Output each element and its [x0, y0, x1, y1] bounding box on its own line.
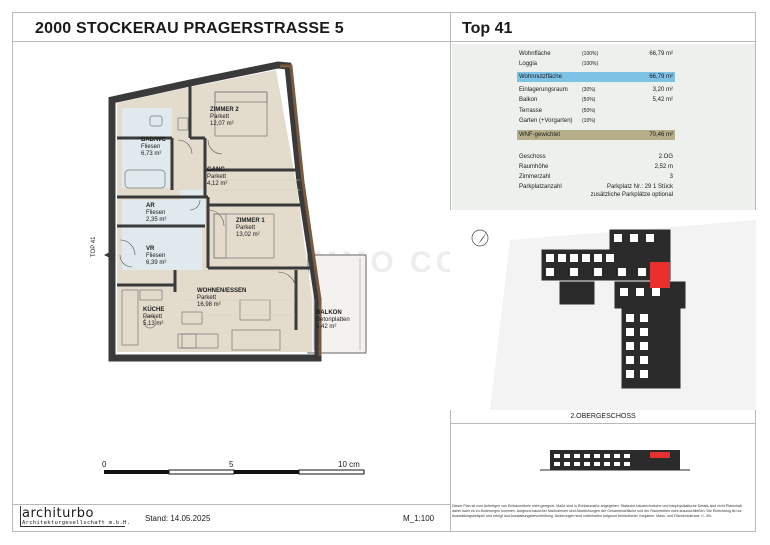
scale-ratio: M_1:100: [403, 514, 435, 523]
area-row: Einlagerungsraum (30%) 3,20 m²: [519, 87, 673, 93]
area-row: Garten (+Vorgarten) (10%): [519, 118, 596, 124]
entry-arrow: [104, 251, 112, 259]
scale-label-10: 10 cm: [338, 460, 360, 469]
room-zimmer2: ZIMMER 2 Parkett 12,07 m²: [210, 107, 239, 127]
room-kueche: KÜCHE Parkett 5,13 m²: [143, 307, 165, 327]
address-title: 2000 STOCKERAU PRAGERSTRASSE 5: [35, 20, 344, 37]
room-gang: GANG Parkett 4,12 m²: [207, 167, 228, 187]
unit-highlight: [650, 262, 670, 288]
parkplatz-row: Parkplatzanzahl Parkplatz Nr.: 29 1 Stück zusätzliche Parkplätze optional: [519, 184, 673, 198]
room-balkon: BALKON Betonplatten 5,42 m²: [316, 310, 350, 330]
room-zimmer1: ZIMMER 1 Parkett 13,02 m²: [236, 218, 265, 238]
scale-bar: [104, 470, 364, 474]
area-row: Wohnfläche (100%) 66,79 m²: [519, 51, 673, 57]
room-wohnen: WOHNEN/ESSEN Parkett 16,98 m²: [197, 288, 247, 308]
room-bad: BAD/WC Fliesen 6,73 m²: [141, 137, 166, 157]
site-plan: [450, 210, 756, 410]
area-row: Terrasse (50%): [519, 108, 596, 114]
scale-label-0: 0: [102, 460, 107, 469]
plan-top-label: TOP 41: [91, 236, 97, 257]
floor-label: 2.OBERGESCHOSS: [450, 410, 756, 424]
section-view: [450, 424, 756, 504]
stand-date: Stand: 14.05.2025: [145, 514, 211, 523]
section-unit-highlight: [650, 452, 670, 458]
room-vr: VR Fliesen 6,39 m²: [146, 246, 167, 266]
area-row: Wohnnutzfläche 66,79 m²: [519, 74, 673, 80]
area-row: Balkon (50%) 5,42 m²: [519, 97, 673, 103]
unit-title: Top 41: [462, 20, 513, 37]
company-logo: architurbo: [22, 506, 94, 521]
area-row: Loggia (100%): [519, 61, 599, 67]
company-subtitle: Architekturgesellschaft m.b.H.: [22, 520, 131, 526]
room-ar: AR Fliesen 2,35 m²: [146, 203, 167, 223]
scale-label-5: 5: [229, 460, 234, 469]
disclaimer-text: Dieser Plan ist zum Anfertigen von Einbaumöbeln nicht geeignet. Maße sind in Rohbaumaße angegeben. Statische,haustechnische und bauphysikalische Details sind nicht Planinhalt, daher kann es zu Änderungen kommen. Aufgrund baulicher Maßnahmen sind Abweichungen der Gesamtnutzfläche und der Raumhöhen nicht auszuschließen. Die Einrichtung ist nur Ausstattungsbeispiel und erfolgt laut Ausstattungsbeschreibung. Änderungen sind vorbehalten aufgrund behördlicher Vorgaben. Mass- und Flächentoleranz +/- 3%.: [452, 504, 743, 518]
parkplatz-note: zusätzliche Parkplätze optional: [590, 192, 673, 198]
area-row: WNF-gewichtet 70,46 m²: [519, 132, 673, 138]
